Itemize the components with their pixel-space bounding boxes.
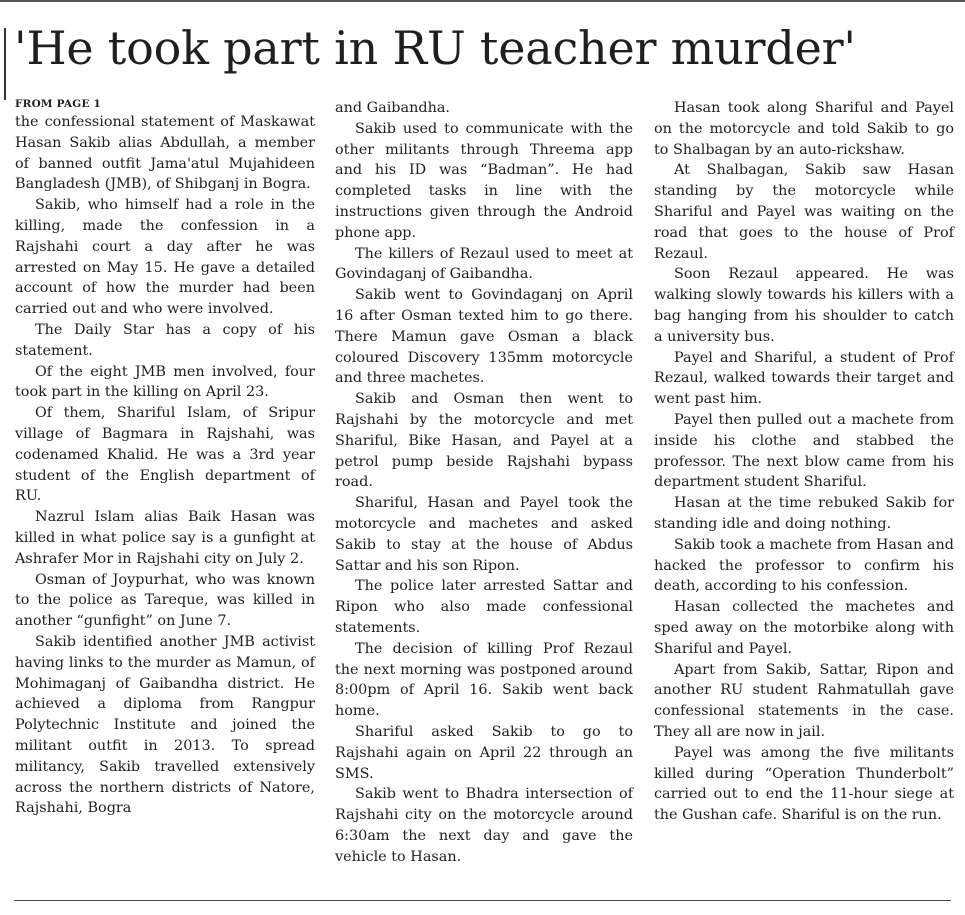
article-paragraph: Apart from Sakib, Sattar, Ripon and another RU student Rahmatullah gave confessional statements in the case. They all are now in jail. (654, 661, 954, 740)
article-paragraph: The decision of killing Prof Rezaul the next morning was postponed around 8:00pm of April 16. Sakib went back home. (335, 640, 633, 720)
article-paragraph: Shariful, Hasan and Payel took the motorcycle and machetes and asked Sakib to stay at the house of Abdus Sattar and his son Ripon. (335, 495, 633, 574)
article-paragraph: Payel then pulled out a machete from inside his clothe and stabbed the professor. The next blow came from his department student Shariful. (654, 411, 954, 491)
article-paragraph: Hasan collected the machetes and sped away on the motorbike along with Shariful and Payel. (654, 599, 954, 657)
article-paragraph: Sakib took a machete from Hasan and hacked the professor to confirm his death, according to his confession. (654, 536, 954, 595)
article-paragraph: Hasan at the time rebuked Sakib for standing idle and doing nothing. (654, 495, 954, 532)
article-paragraph: Sakib, who himself had a role in the killing, made the confession in a Rajshahi court a day after he was arrested on May 15. He gave a detailed account of how the murder had been carried out and who were involved. (15, 197, 315, 318)
article-paragraph: Payel was among the five militants killed during “Operation Thunderbolt” carried out to end the 11-hour siege at the Gushan cafe. Shariful is on the run. (654, 744, 954, 824)
article-paragraph: At Shalbagan, Sakib saw Hasan standing by the motorcycle while Shariful and Payel was waiting on the road that goes to the house of Prof Rezaul. (654, 162, 954, 262)
article-paragraph: and Gaibandha. (335, 100, 451, 116)
article-paragraph: Of the eight JMB men involved, four took part in the killing on April 23. (15, 363, 315, 401)
top-rule (0, 0, 965, 2)
article-headline: 'He took part in RU teacher murder' (14, 21, 856, 75)
article-paragraph: The police later arrested Sattar and Ripon who also made confessional statements. (335, 578, 633, 636)
article-paragraph: Osman of Joypurhat, who was known to the police as Tareque, was killed in another “gunfight” on June 7. (15, 571, 315, 630)
headline-side-rule (4, 28, 6, 100)
article-paragraph: Payel and Shariful, a student of Prof Rezaul, walked towards their target and went past him. (654, 349, 954, 408)
continuation-kicker: FROM PAGE 1 (15, 98, 102, 110)
article-paragraph: Sakib used to communicate with the other militants through Threema app and his ID was “Badman”. He had completed tasks in line with the instructions given through the Android phone app. (335, 120, 633, 241)
article-paragraph: Of them, Shariful Islam, of Sripur village of Bagmara in Rajshahi, was codenamed Khalid. He was a 3rd year student of the English department of RU. (15, 405, 315, 505)
article-paragraph: Shariful asked Sakib to go to Rajshahi again on April 22 through an SMS. (335, 723, 633, 782)
article-paragraph: Sakib went to Govindaganj on April 16 after Osman texted him to go there. There Mamun gave Osman a black coloured Discovery 135mm motorcycle and three machetes. (335, 287, 633, 387)
article-paragraph: Hasan took along Shariful and Payel on the motorcycle and told Sakib to go to Shalbagan by an auto-rickshaw. (654, 100, 954, 158)
article-column-3 (654, 98, 954, 826)
article-paragraph: the confessional statement of Maskawat Hasan Sakib alias Abdullah, a member of banned outfit Jama'atul Mujahideen Bangladesh (JMB), of Shibganj in Bogra. (15, 114, 315, 193)
article-column-2 (335, 98, 633, 867)
article-paragraph: The killers of Rezaul used to meet at Govindaganj of Gaibandha. (335, 245, 633, 283)
article-paragraph: Nazrul Islam alias Baik Hasan was killed in what police say is a gunfight at Ashrafer Mor in Rajshahi city on July 2. (15, 509, 315, 567)
article-column-1 (15, 98, 315, 819)
article-paragraph: Sakib identified another JMB activist having links to the murder as Mamun, of Mohimaganj of Gaibandha district. He achieved a diploma from Rangpur Polytechnic Institute and joined the militant outfit in 2013. To spread militancy, Sakib travelled extensively across the northern districts of Natore, Rajshahi, Bogra (15, 633, 315, 817)
article-paragraph: The Daily Star has a copy of his statement. (15, 321, 315, 359)
bottom-rule (14, 900, 951, 901)
article-paragraph: Sakib went to Bhadra intersection of Rajshahi city on the motorcycle around 6:30am the next day and gave the vehicle to Hasan. (335, 786, 633, 865)
article-paragraph: Sakib and Osman then went to Rajshahi by the motorcycle and met Shariful, Bike Hasan, and Payel at a petrol pump beside Rajshahi bypass road. (335, 391, 633, 491)
article-paragraph: Soon Rezaul appeared. He was walking slowly towards his killers with a bag hanging from his shoulder to catch a university bus. (654, 266, 954, 345)
